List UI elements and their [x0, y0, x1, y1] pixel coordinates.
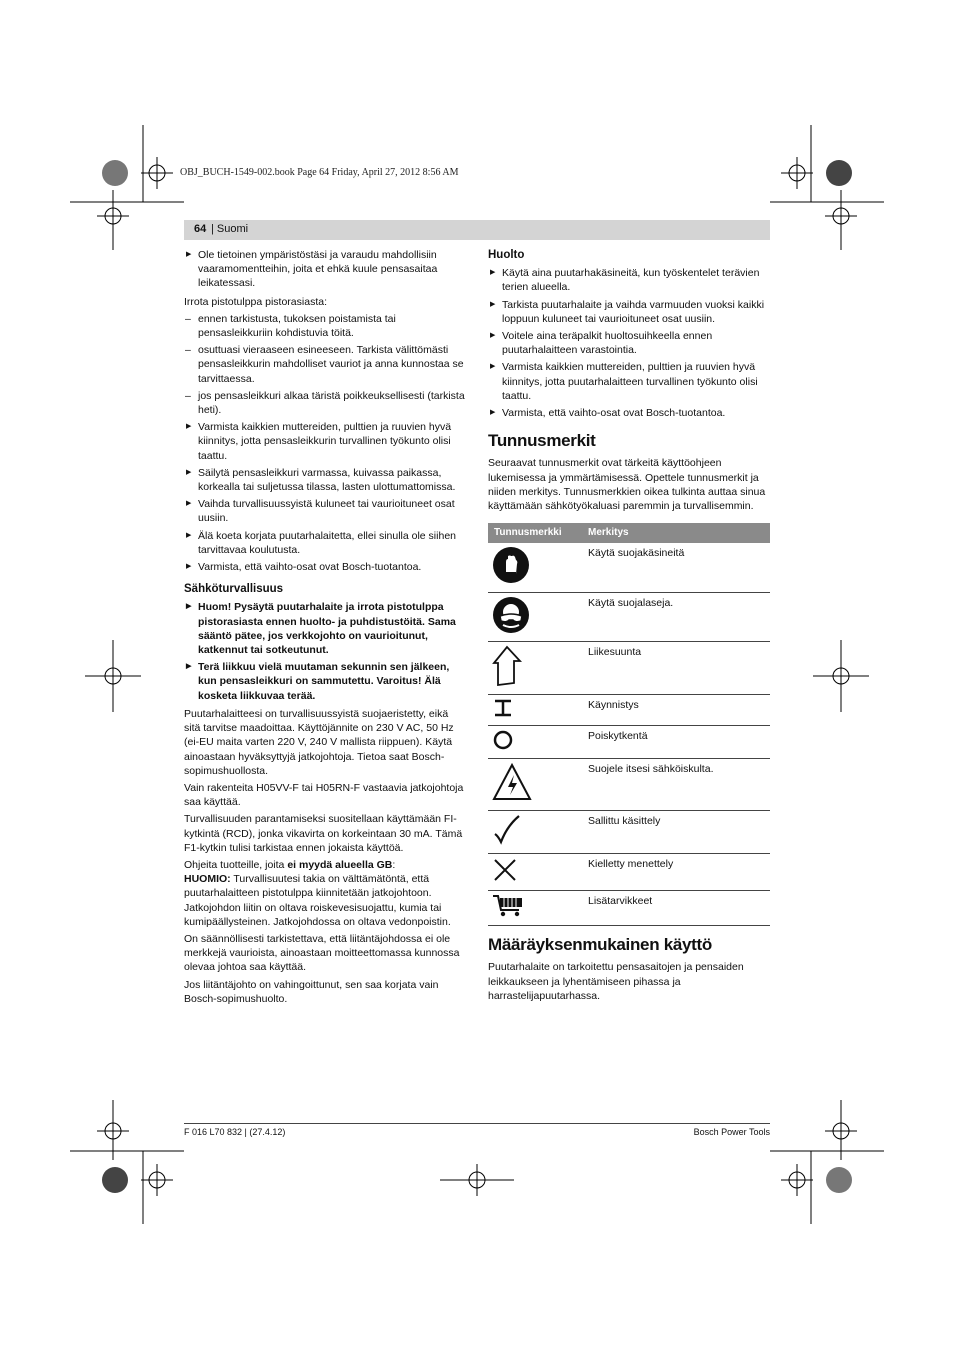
- table-row: [488, 726, 770, 759]
- list-item: ▶ Käytä aina puutarhakäsineitä, kun työskentelet terävien terien alueella.: [488, 266, 770, 294]
- table-row: [488, 592, 770, 641]
- list-item: ▶ Varmista kaikkien muttereiden, pulttien ja ruuvien hyvä kiinnitys, jotta pensasleikkurin turvallinen työkunto olisi taattu.: [184, 420, 466, 463]
- warning-item: ▶ Huom! Pysäytä puutarhalaite ja irrota pistotulppa pistorasiasta ennen huolto- ja puhdistustöitä. Sama sääntö pätee, jos verkkojohto on vaurioitunut, katkennut tai sotkeutunut.: [184, 600, 466, 657]
- list-item: – ennen tarkistusta, tukoksen poistamista tai pensasleikkuriin kohdistuvia töitä.: [184, 312, 466, 340]
- section-heading: Tunnusmerkit: [488, 431, 596, 451]
- shopping-cart-icon: [492, 894, 524, 918]
- list-item: ▶ Voitele aina teräpalkit huoltosuihkeella ennen puutarhalaitteen varastointia.: [488, 329, 770, 357]
- symbol-meaning: Poiskytkentä: [582, 726, 770, 759]
- gb-note-bold: ei myydä alueella GB: [287, 858, 393, 871]
- table-header: Merkitys: [582, 523, 770, 543]
- symbols-table: [488, 523, 770, 926]
- section-heading: Huolto: [488, 249, 525, 261]
- table-header-row: [488, 523, 770, 543]
- table-row: [488, 810, 770, 853]
- symbol-meaning: Kielletty menettely: [582, 853, 770, 890]
- paragraph: Irrota pistotulppa pistorasiasta:: [184, 295, 327, 308]
- table-row: [488, 695, 770, 726]
- page-number: 64: [194, 223, 207, 235]
- symbol-meaning: Käynnistys: [582, 695, 770, 726]
- list-item: ▶ Älä koeta korjata puutarhalaitetta, ellei sinulla ole siihen tarvittavaa koulutusta.: [184, 529, 466, 557]
- paragraph: Turvallisuuden parantamiseksi suositellaan käyttämään FI-kytkintä (RCD), jonka vikavirta on korkeintaan 30 mA. Tämä F1-kytkin tulisi tarkistaa ennen jokaista käyttöä.: [184, 813, 463, 854]
- gb-note-suffix: :: [392, 858, 396, 871]
- paragraph: Jos liitäntäjohto on vahingoittunut, sen saa korjata vain Bosch-sopimushuolto.: [184, 978, 439, 1005]
- on-symbol-icon: [492, 698, 514, 718]
- list-item: ▶ Varmista kaikkien muttereiden, pulttien ja ruuvien hyvä kiinnitys, jotta puutarhalaitteen turvallinen työkunto olisi taattu.: [488, 360, 770, 403]
- table-header: Tunnusmerkki: [488, 523, 582, 543]
- paragraph: On säännöllisesti tarkistettava, että liitäntäjohdossa ei ole merkkejä vaurioista, ainoastaan moitteettomassa kunnossa olevaa johtoa saa käyttää.: [184, 932, 460, 974]
- goggles-icon: [492, 596, 530, 634]
- table-row: [488, 543, 770, 592]
- checkmark-icon: [492, 814, 522, 846]
- symbol-meaning: Käytä suojalaseja.: [582, 592, 770, 641]
- list-item: – jos pensasleikkuri alkaa täristä poikkeuksellisesti (tarkista heti).: [184, 389, 466, 417]
- table-row: [488, 641, 770, 694]
- paragraph: Seuraavat tunnusmerkit ovat tärkeitä käyttöohjeen lukemisessa ja ymmärtämisessä. Opettele tunnusmerkit ja niiden merkitys. Tunnusmerkkien oikea tulkinta auttaa sinua käyttämään sähkötyökaluasi paremmin ja turvallisemmin.: [488, 457, 766, 513]
- direction-arrow-icon: [492, 645, 522, 687]
- table-row: [488, 759, 770, 810]
- list-item: ▶ Säilytä pensasleikkuri varmassa, kuivassa paikassa, korkealla tai suljetussa tilassa, lasten ulottumattomissa.: [184, 466, 466, 494]
- symbol-meaning: Käytä suojakäsineitä: [582, 543, 770, 592]
- symbol-meaning: Suojele itsesi sähköiskulta.: [582, 759, 770, 810]
- paragraph: Puutarhalaite on tarkoitettu pensasaitojen ja pensaiden leikkaukseen ja lyhentämiseen pihassa ja harrastelijapuutarhassa.: [488, 961, 744, 1002]
- symbol-meaning: Liikesuunta: [582, 641, 770, 694]
- right-column: [488, 248, 770, 1006]
- list-item: – osuttuasi vieraaseen esineeseen. Tarkista välittömästi pensasleikkurin mahdolliset vauriot ja anna kunnostaa se tarvittaessa.: [184, 343, 466, 386]
- section-heading: Sähköturvallisuus: [184, 583, 284, 596]
- footer-doc-number: F 016 L70 832 | (27.4.12): [184, 1127, 286, 1137]
- symbol-meaning: Lisätarvikkeet: [582, 891, 770, 926]
- table-row: [488, 853, 770, 890]
- list-item: ▶ Ole tietoinen ympäristöstäsi ja varaudu mahdollisiin vaaramomentteihin, joita et ehkä kuule pensasaitaa leikatessasi.: [184, 248, 466, 291]
- gb-note-prefix: Ohjeita tuotteille, joita: [184, 858, 288, 871]
- huomio-text: Turvallisuutesi takia on välttämätöntä, että puutarhalaitteen pistotulppa kiinnitetään jatkojohtoon. Jatkojohdon liitin on oltava roiskevesisuojattu, kumia tai kumipäällysteinen. Jatkojohdossa on oltava vedonpoistin.: [184, 873, 451, 928]
- print-job-info: OBJ_BUCH-1549-002.book Page 64 Friday, April 27, 2012 8:56 AM: [180, 167, 459, 178]
- paragraph: Puutarhalaitteesi on turvallisuussyistä suojaeristetty, eikä sitä tarvitse maadoittaa. Käyttöjännite on 230 V AC, 50 Hz (ei-EU maita varten 220 V, 240 V mallista riippuen). Käytä ainoastaan hyväksyttyjä jatkojohtoja. Tietoa saat Bosch-sopimushuollosta.: [184, 707, 454, 777]
- electric-shock-warning-icon: [492, 762, 532, 802]
- footer-brand: Bosch Power Tools: [693, 1127, 770, 1137]
- list-item: ▶ Varmista, että vaihto-osat ovat Bosch-tuotantoa.: [488, 406, 770, 420]
- huomio-label: HUOMIO:: [184, 873, 231, 886]
- list-item: ▶ Tarkista puutarhalaite ja vaihda varmuuden vuoksi kaikki loppuun kuluneet tai vaurioituneet osat uusiin.: [488, 298, 770, 326]
- symbol-meaning: Sallittu käsittely: [582, 810, 770, 853]
- table-row: [488, 891, 770, 926]
- warning-item: ▶ Terä liikkuu vielä muutaman sekunnin sen jälkeen, kun pensasleikkuri on sammutettu. Varoitus! Älä kosketa liikkuvaa terää.: [184, 660, 466, 703]
- section-heading: Määräyksenmukainen käyttö: [488, 935, 712, 955]
- cross-icon: [492, 857, 518, 883]
- footer-divider: [184, 1123, 770, 1124]
- list-item: ▶ Varmista, että vaihto-osat ovat Bosch-tuotantoa.: [184, 560, 466, 574]
- left-column: [184, 248, 466, 1009]
- gloves-icon: [492, 546, 530, 584]
- page-header: [184, 220, 770, 240]
- section-language: | Suomi: [211, 223, 249, 235]
- list-item: ▶ Vaihda turvallisuussyistä kuluneet tai vaurioituneet osat uusiin.: [184, 497, 466, 525]
- off-symbol-icon: [492, 729, 514, 751]
- gb-note: [184, 858, 466, 929]
- paragraph: Vain rakenteita H05VV-F tai H05RN-F vastaavia jatkojohtoja saa käyttää.: [184, 781, 464, 809]
